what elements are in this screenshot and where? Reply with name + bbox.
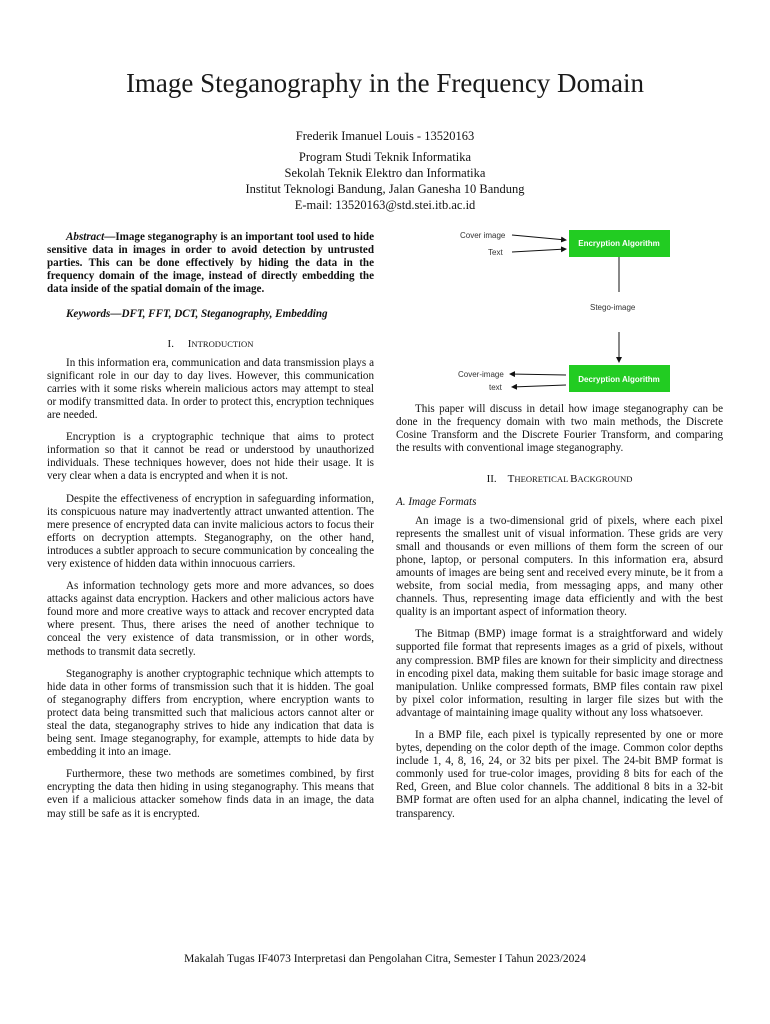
affiliation-line: Program Studi Teknik Informatika (298, 150, 472, 164)
paragraph: Despite the effectiveness of encryption in safeguarding information, its conspicuous nature may inadvertently attract unwanted attention. The mere presence of encrypted data can invite malicious actors to focus their efforts on decryption attempts. Steganography, on the other hand, introduces a subtler approach to secure communication by concealing the very existence of hidden data within innocuous carriers. (47, 492, 374, 570)
author-name: Frederik Imanuel Louis - 13520163 (295, 129, 475, 143)
arrow (512, 385, 566, 387)
paper-title: Image Steganography in the Frequency Domain (125, 68, 645, 98)
diagram-text-out-label: text (489, 383, 502, 392)
diagram-text-label: Text (488, 248, 503, 257)
arrow (512, 249, 566, 252)
affiliation-line: Institut Teknologi Bandung, Jalan Ganesha 10 Bandung (245, 182, 525, 196)
page-footer: Makalah Tugas IF4073 Interpretasi dan Pengolahan Citra, Semester I Tahun 2023/2024 (184, 953, 586, 965)
paragraph: An image is a two-dimensional grid of pixels, where each pixel represents the smallest unit of visual information. These grids are very small and thousands or even millions of them form the screen of our phone, laptop, or personal computers. In this information era, absurd amounts of images are being sent and received every minute, be it from a website, from social media, from messaging apps, and many other channels. Thus, representing image data efficiently and with the best quality is an important aspect of information theory. (396, 514, 723, 619)
paragraph: As information technology gets more and more advances, so does attacks against data encryption. Hackers and other malicious actors have found more and more creative ways to attack and recover encrypted data where present. Thus, there arises the need of another technique to conceal the very existence of data transmission, or in other words, methods to transmit data secretly. (47, 580, 374, 658)
section-heading-introduction: I. INTRODUCTION (167, 337, 254, 350)
paragraph: Furthermore, these two methods are sometimes combined, by first encrypting the data then hiding in using steganography. This means that even if a malicious attacker somehow finds data in an image, the data may still be safe as it is encrypted. (47, 768, 374, 820)
decryption-algorithm-label: Decryption Algorithm (578, 375, 660, 384)
keywords-text: —DFT, FFT, DCT, Steganography, Embedding (110, 308, 328, 321)
diagram-cover-image-label: Cover image (460, 231, 506, 240)
paragraph: In this information era, communication and data transmission plays a significant role in our day to day lives. However, this communication carries with it some risks wherein malicious actors may attempt to steal or modify transmitted data. In order to protect this, encryption techniques are needed. (47, 356, 374, 422)
paragraph: Steganography is another cryptographic technique which attempts to hide data in other forms of transmission such that it is hidden. The goal of steganography differs from encryption, where encryption wants to protect data being transmitted such that malicious actors cannot alter or steal the data, steganography strives to hide any indication that data is being sent. Image steganography, for example, attempts to hide data by embedding it into an image. (47, 667, 374, 759)
steganography-diagram (396, 222, 726, 402)
right-column (396, 403, 723, 830)
arrow (512, 235, 566, 240)
abstract-label: Abstract (66, 231, 105, 243)
author-block (0, 128, 770, 213)
diagram-stego-label: Stego-image (590, 303, 636, 312)
paragraph: In a BMP file, each pixel is typically represented by one or more bytes, depending on the color depth of the image. Common color depths include 1, 4, 8, 16, 24, or 32 bits per pixel. The 24-bit BMP format is commonly used for true-color images, providing 8 bits for each of the Red, Green, and Blue color channels. The additional 8 bits in a 32-bit BMP format are often used for an alpha channel, indicating the level of transparency. (396, 728, 723, 820)
subsection-heading-image-formats: A. Image Formats (396, 496, 477, 509)
diagram-cover-image-out-label: Cover-image (458, 370, 504, 379)
abstract-text: —Image steganography is an important tool used to hide sensitive data in images in order to avoid detection by untrusted parties. This can be done effectively by hiding the data in the frequency domain of the image, instead of directly embedding the data inside of the spatial domain of the image. (47, 231, 374, 296)
affiliation-line: Sekolah Teknik Elektro dan Informatika (284, 166, 486, 180)
left-column (47, 231, 374, 830)
author-email: E-mail: 13520163@std.stei.itb.ac.id (294, 198, 476, 212)
keywords-label: Keywords (66, 308, 111, 321)
encryption-algorithm-label: Encryption Algorithm (578, 239, 660, 248)
section-heading-theoretical-background: II. THEORETICAL BACKGROUND (486, 473, 633, 486)
paragraph: The Bitmap (BMP) image format is a straightforward and widely supported file format that represents images as a grid of pixels, without any compression. BMP files are known for their simplicity and directness in encoding pixel data, making them suitable for basic image storage and manipulation. Unlike compressed formats, BMP files contain raw pixel by pixel color information, resulting in larger file sizes but with the advantage of maintaining image quality without any loss whatsoever. (396, 628, 723, 719)
keywords (47, 308, 374, 321)
paragraph: This paper will discuss in detail how image steganography can be done in the frequency domain with two main methods, the Discrete Cosine Transform and the Discrete Fourier Transform, and comparing the results with conventional image steganography. (396, 403, 723, 455)
arrow (510, 374, 566, 375)
paragraph: Encryption is a cryptographic technique that aims to protect information so that it cannot be read or understood by unauthorized individuals. These techniques however, does not hide their usage. It is very clear when a data is encrypted and when it is not. (47, 431, 374, 483)
abstract (47, 231, 374, 296)
